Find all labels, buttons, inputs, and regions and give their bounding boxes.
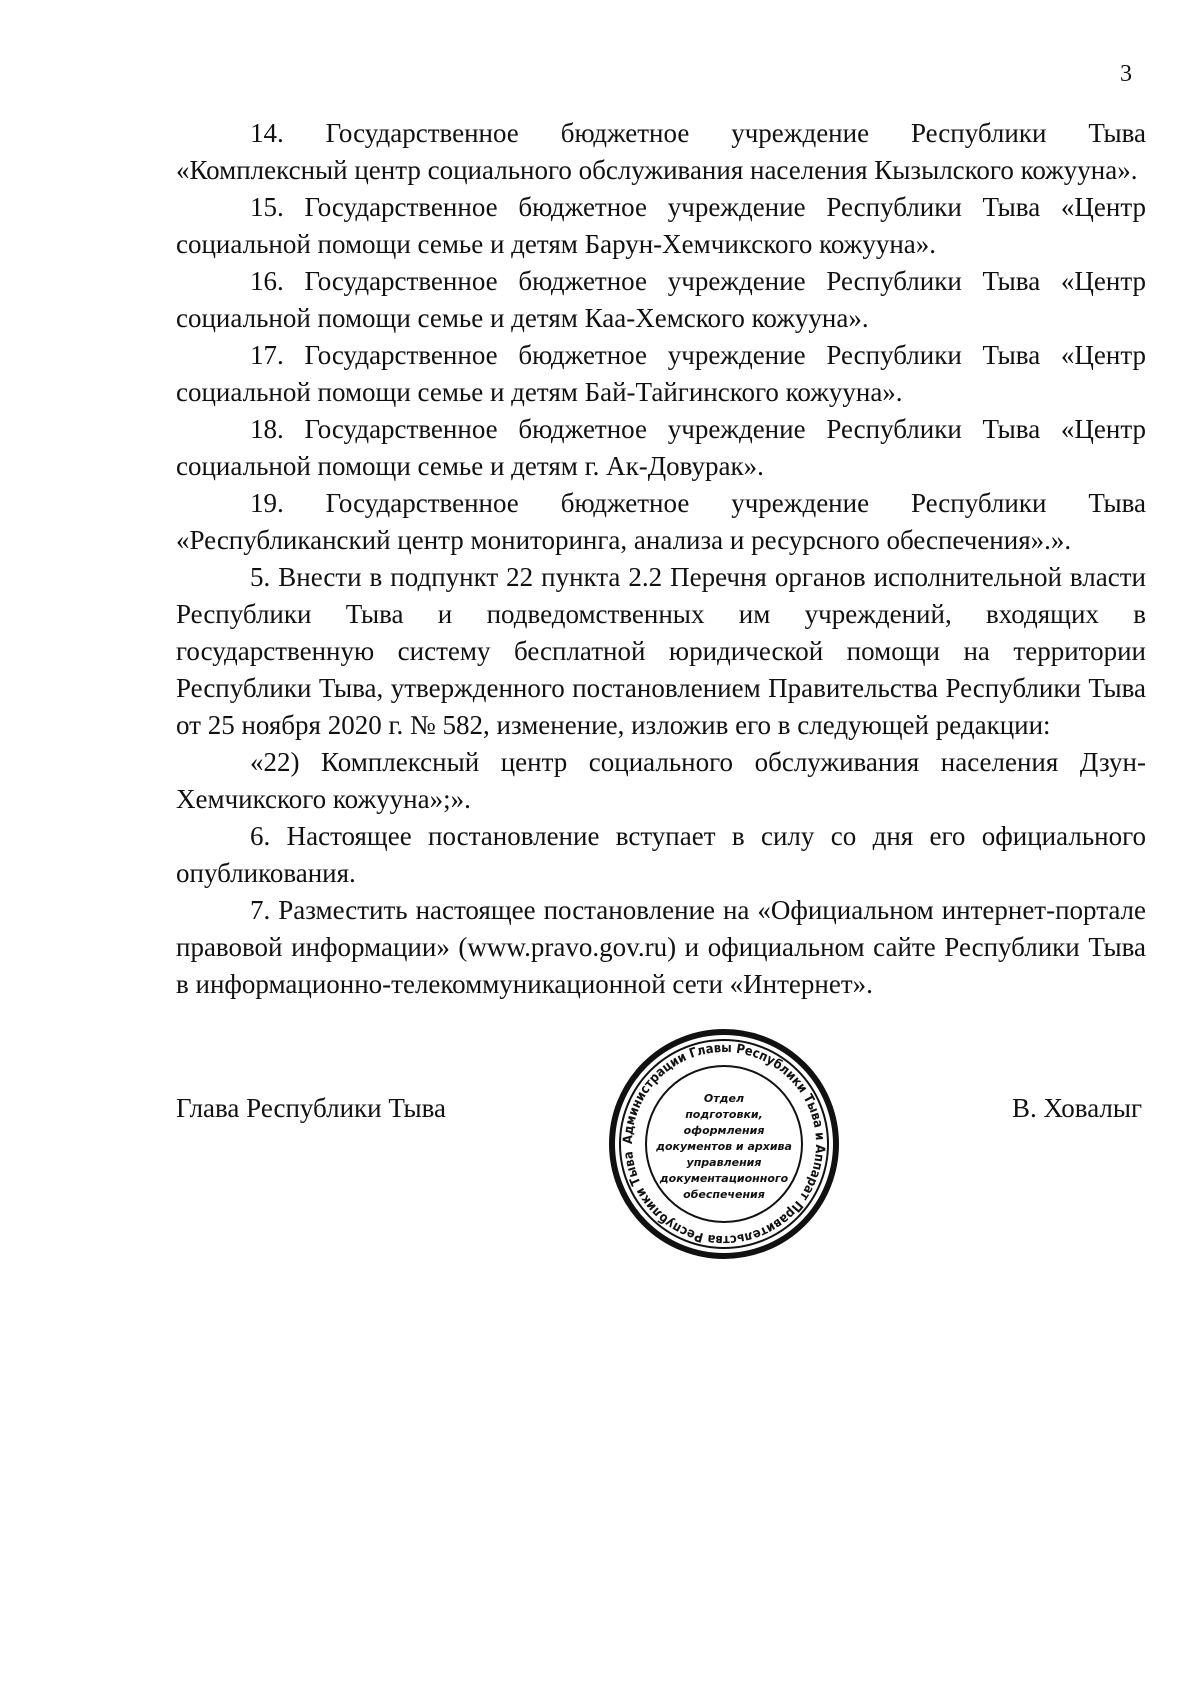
stamp-line-5: управления [686,1156,762,1169]
paragraph-15: 15. Государственное бюджетное учреждение Республики Тыва «Центр социальной помощи семье и детям Барун-Хемчикского кожууна». [176,192,1146,259]
signature-position: Глава Республики Тыва [176,1093,447,1123]
stamp-line-6: документационного [659,1172,789,1185]
stamp-line-2: подготовки, [685,1108,763,1121]
stamp-line-7: обеспечения [683,1188,765,1201]
paragraph-item-5: 5. Внести в подпункт 22 пункта 2.2 Перечня органов исполнительной власти Республики Тыва и подведомственных им учреждений, входящих в государственную систему бесплатной юридической помощи на территории Республики Тыва, утвержденного постановлением Правительства Республики Тыва от 25 ноября 2020 г. № 582, изменение, изложив его в следующей редакции: [176,562,1146,740]
stamp-line-3: оформления [683,1124,765,1137]
page-number: 3 [1120,61,1132,87]
paragraph-item-22: «22) Комплексный центр социального обслуживания населения Дзун-Хемчикского кожууна»;». [176,747,1146,814]
stamp-outer-text: Администрации Главы Республики Тыва и Аппарат Правительства Республики Тыва [620,1040,828,1248]
signature-name: В. Ховалыг [1012,1093,1143,1123]
stamp-line-1: Отдел [703,1092,745,1105]
paragraph-item-6: 6. Настоящее постановление вступает в силу со дня его официального опубликования. [176,821,1146,888]
paragraph-18: 18. Государственное бюджетное учреждение Республики Тыва «Центр социальной помощи семье и детям г. Ак-Довурак». [176,414,1146,481]
paragraph-17: 17. Государственное бюджетное учреждение Республики Тыва «Центр социальной помощи семье и детям Бай-Тайгинского кожууна». [176,340,1146,407]
official-stamp [608,1028,840,1260]
document-body [176,115,1146,1003]
paragraph-19: 19. Государственное бюджетное учреждение Республики Тыва «Республиканский центр мониторинга, анализа и ресурсного обеспечения».». [176,488,1146,555]
stamp-line-4: документов и архива [656,1140,792,1153]
paragraph-16: 16. Государственное бюджетное учреждение Республики Тыва «Центр социальной помощи семье и детям Каа-Хемского кожууна». [176,266,1146,333]
paragraph-14: 14. Государственное бюджетное учреждение Республики Тыва «Комплексный центр социального обслуживания населения Кызылского кожууна». [176,118,1146,185]
paragraph-item-7: 7. Разместить настоящее постановление на «Официальном интернет-портале правовой информации» (www.pravo.gov.ru) и официальном сайте Республики Тыва в информационно-телекоммуникационной сети «Интернет». [176,895,1146,999]
